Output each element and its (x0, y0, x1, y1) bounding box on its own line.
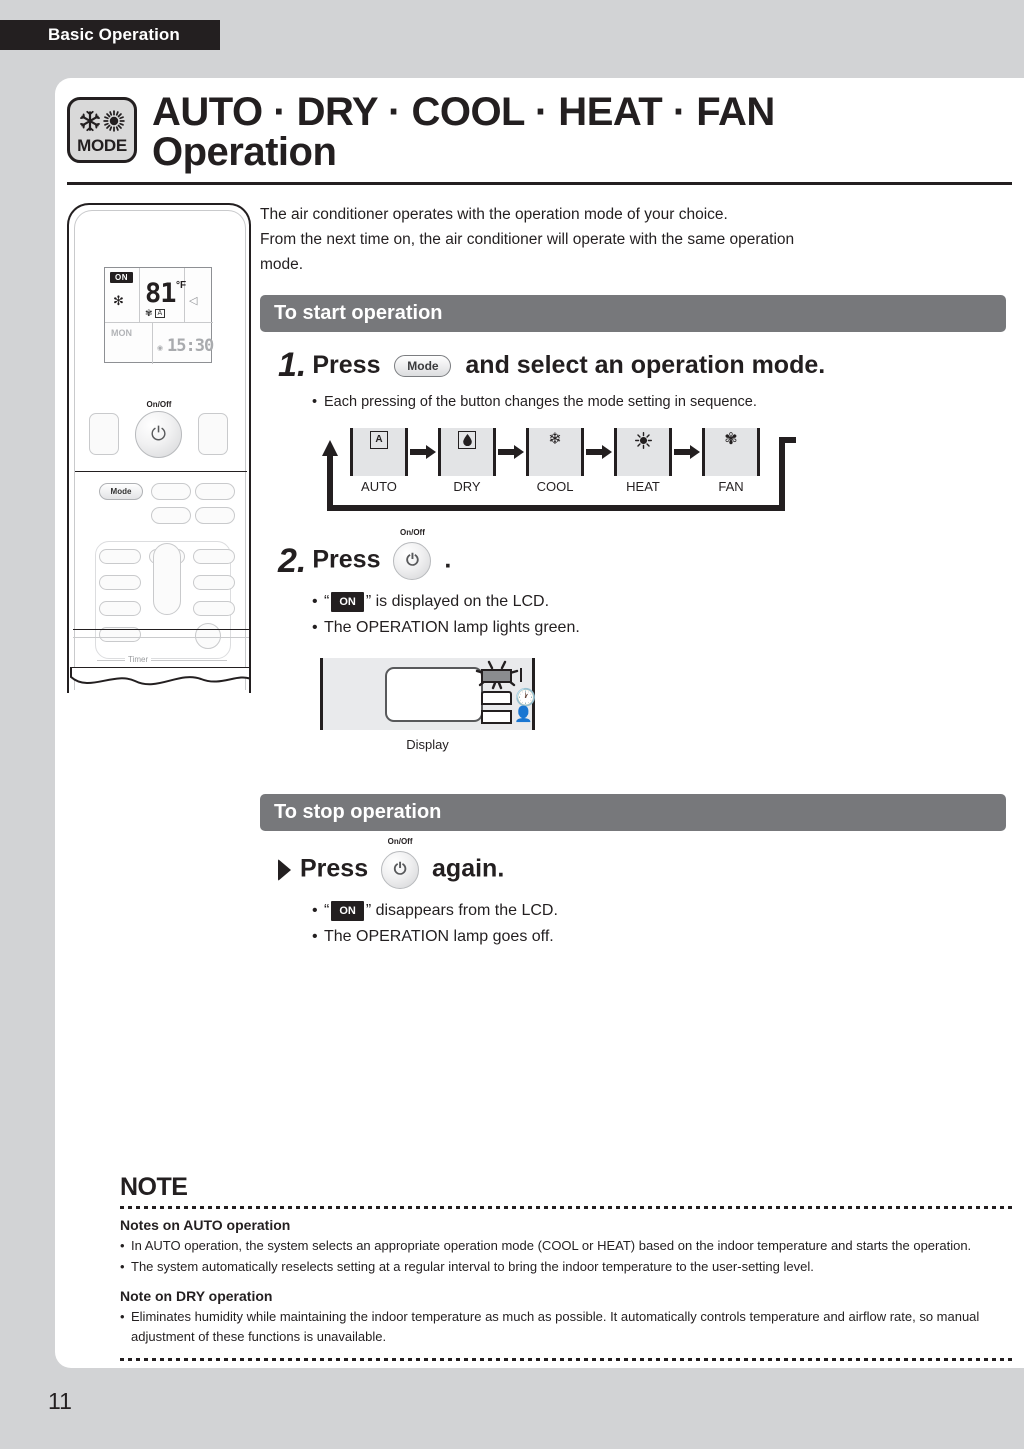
step-1-bullets (312, 391, 1006, 413)
list-item (312, 898, 1006, 924)
display-divider (520, 668, 522, 682)
remote-key[interactable] (193, 601, 235, 616)
sequence-item-cool (526, 428, 584, 494)
page-body (55, 185, 1024, 950)
list-item: • Each pressing of the button changes the mode setting in sequence. (312, 391, 1006, 413)
bullet-text: ” is displayed on the LCD. (365, 592, 550, 610)
note-dry-list (120, 1307, 1015, 1346)
remote-side-button-right[interactable] (198, 413, 228, 455)
step-2-number: 2. (278, 541, 307, 580)
sequence-label: DRY (453, 478, 481, 494)
note-section (120, 1173, 1015, 1361)
on-chip: ON (331, 592, 364, 612)
snowflake-icon: ❄ (548, 430, 562, 448)
fan-icon: ✾ (145, 308, 153, 318)
header-rule (67, 182, 1012, 185)
sequence-arrow-icon (496, 428, 526, 476)
display-unit (320, 658, 535, 730)
operation-lamp-lit (481, 669, 512, 683)
display-caption: Display (406, 736, 449, 752)
arrow-bullet-icon (278, 859, 291, 881)
stop-step-bullets (312, 898, 1006, 951)
fan-icon: ✾ (724, 430, 738, 448)
remote-lcd (104, 267, 212, 363)
inline-mode-button[interactable]: Mode (394, 355, 451, 377)
list-item: • The OPERATION lamp lights green. (312, 615, 1006, 641)
quote-open: “ (324, 592, 330, 610)
on-chip: ON (331, 901, 364, 921)
inline-power-button[interactable]: ⏻ (393, 542, 431, 580)
remote-center-key[interactable] (153, 543, 181, 615)
clock-icon: 🕐 (515, 687, 537, 707)
list-item: • In AUTO operation, the system selects an appropriate operation mode (COOL or HEAT) based on the indoor temperature and starts the operation. (120, 1236, 1015, 1256)
note-dry-heading: Note on DRY operation (120, 1288, 273, 1304)
remote-key[interactable] (151, 507, 191, 524)
step-2 (260, 527, 1006, 642)
sequence-arrow-icon (672, 428, 702, 476)
page-number: 11 (48, 1388, 72, 1414)
step-1-text-after: and select an operation mode. (465, 350, 826, 379)
mode-sequence-diagram (320, 424, 800, 520)
quote-open: “ (324, 901, 330, 919)
sun-icon (635, 432, 652, 449)
remote-key[interactable] (193, 575, 235, 590)
page-title (152, 92, 775, 172)
intro-line-1: The air conditioner operates with the operation mode of your choice. (260, 206, 728, 223)
inline-power-label: On/Off (399, 527, 425, 537)
remote-divider (75, 471, 247, 472)
page-title-line2: Operation (152, 130, 337, 174)
remote-power-label: On/Off (146, 400, 172, 409)
chapter-tab (0, 20, 220, 50)
remote-key[interactable] (99, 575, 141, 590)
sun-icon (103, 110, 125, 132)
remote-timer-label: Timer (125, 655, 151, 664)
inline-power-button-wrap (393, 527, 431, 580)
intro-line-2: From the next time on, the air conditioner will operate with the same operation (260, 230, 795, 248)
step-2-text-after: . (444, 545, 452, 574)
mode-badge (67, 97, 137, 163)
remote-side-button-left[interactable] (89, 413, 119, 455)
inline-power-label: On/Off (387, 836, 413, 846)
display-illustration (320, 658, 535, 752)
instructions-column (260, 203, 1024, 950)
lcd-fan-auto-label: A (155, 309, 166, 318)
note-top-rule (120, 1206, 1015, 1209)
sequence-label: AUTO (361, 478, 397, 494)
remote-bottom-edge (73, 637, 249, 649)
sequence-items (350, 428, 760, 494)
stop-text-before: Press (300, 854, 369, 883)
sequence-item-heat (614, 428, 672, 494)
list-item: • The system automatically reselects setting at a regular interval to bring the indoor temperature to the user-setting level. (120, 1257, 1015, 1277)
step-2-text (312, 527, 452, 580)
clock-icon: ◉ (157, 345, 164, 352)
remote-base-line (73, 629, 249, 630)
inline-power-button-wrap (381, 836, 419, 889)
remote-power-button[interactable]: ⏻ (135, 411, 182, 458)
sequence-label: HEAT (626, 478, 660, 494)
start-operation-bar: To start operation (260, 295, 1006, 332)
sequence-arrow-icon (408, 428, 438, 476)
remote-key[interactable] (193, 549, 235, 564)
stop-step (260, 836, 1006, 951)
mode-badge-label: MODE (77, 136, 127, 155)
step-2-text-before: Press (312, 545, 381, 574)
lcd-temperature: 81 (145, 278, 176, 309)
snowflake-icon (79, 110, 101, 132)
intro-paragraph (260, 203, 1006, 277)
step-1-text (312, 350, 826, 379)
remote-key[interactable] (99, 549, 141, 564)
note-auto-list (120, 1236, 1015, 1276)
stop-operation-bar: To stop operation (260, 794, 1006, 831)
page-title-line1: AUTO · DRY · COOL · HEAT · FAN (152, 90, 775, 134)
torn-edge (69, 667, 251, 693)
sequence-label: COOL (536, 478, 574, 494)
inline-power-button[interactable]: ⏻ (381, 851, 419, 889)
step-2-bullets (312, 589, 1006, 642)
timer-rule (97, 660, 227, 661)
sensor-lamp (481, 710, 512, 724)
swing-icon: ◁ (189, 295, 198, 307)
chapter-tab-label: Basic Operation (48, 25, 180, 44)
remote-illustration-column (55, 203, 260, 950)
sequence-arrow-icon (584, 428, 614, 476)
lcd-on-badge: ON (110, 272, 133, 283)
note-title: NOTE (120, 1173, 188, 1201)
person-sensor-icon: 👤 (514, 705, 533, 723)
remote-key[interactable] (99, 601, 141, 616)
timer-lamp (481, 691, 512, 705)
note-bottom-rule (120, 1358, 1015, 1361)
lcd-temperature-unit: °F (176, 280, 187, 291)
sequence-item-fan (702, 428, 760, 494)
sequence-item-auto (350, 428, 408, 494)
stop-text-after: again. (432, 854, 505, 883)
display-panel (385, 667, 483, 722)
remote-control-illustration (67, 203, 251, 693)
remote-mode-button[interactable]: Mode (99, 483, 143, 500)
auto-a-boxed-icon: A (370, 431, 388, 449)
list-item (312, 589, 1006, 615)
page-header (55, 78, 1024, 185)
list-item: • Eliminates humidity while maintaining the indoor temperature as much as possible. It automatically controls temperature and airflow rate, so manual adjustment of these functions is unavailable. (120, 1307, 1015, 1346)
bullet-text: ” disappears from the LCD. (365, 901, 558, 919)
step-1 (260, 348, 1006, 413)
lcd-snowflake-icon: ✻ (113, 293, 124, 308)
content-card (55, 78, 1024, 1368)
note-auto-heading: Notes on AUTO operation (120, 1217, 291, 1233)
remote-key[interactable] (151, 483, 191, 500)
step-1-text-before: Press (312, 350, 381, 379)
list-item: • The OPERATION lamp goes off. (312, 924, 1006, 950)
lcd-fan-auto (145, 308, 165, 319)
dry-droplet-boxed-icon (458, 431, 476, 449)
remote-key[interactable] (195, 483, 235, 500)
sequence-label: FAN (718, 478, 744, 494)
stop-step-text (300, 836, 505, 889)
step-1-number: 1. (278, 346, 307, 385)
lcd-day: MON (111, 328, 132, 338)
lcd-time: 15:30 (167, 336, 214, 356)
intro-line-3: mode. (260, 255, 304, 273)
remote-key[interactable] (195, 507, 235, 524)
sequence-item-dry (438, 428, 496, 494)
